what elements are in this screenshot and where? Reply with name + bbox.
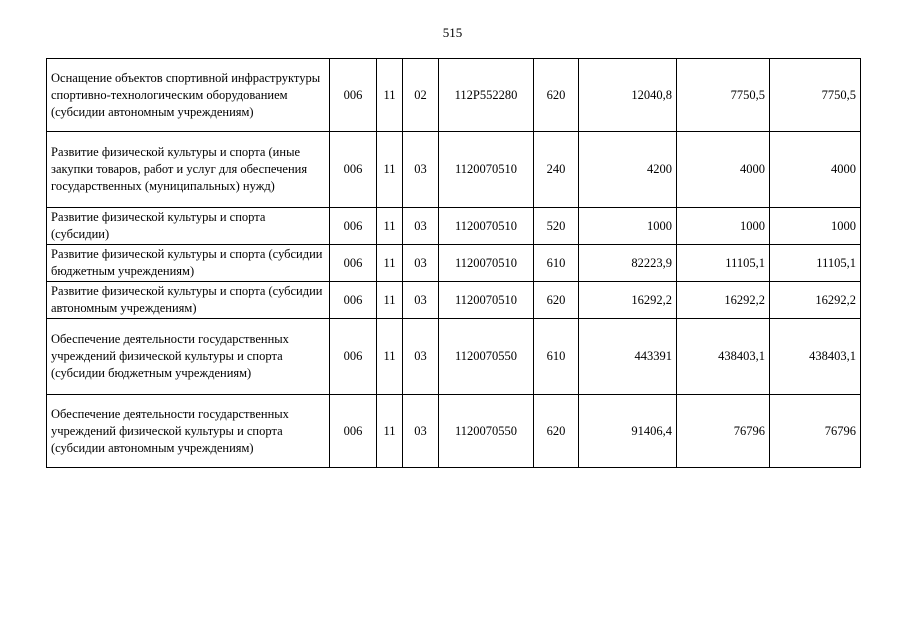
table-row [47,59,861,132]
row-name-cell: Развитие физической культуры и спорта (иные закупки товаров, работ и услуг для обеспечения государственных (муниципальных) нужд) [47,132,330,208]
target-article-cell: 112P552280 [439,59,534,132]
subsection-code-cell: 03 [403,319,439,395]
ministry-code-cell: 006 [330,319,377,395]
section-code-cell: 11 [377,319,403,395]
ministry-code-cell: 006 [330,282,377,319]
table-body [47,59,861,468]
amount-year-2-cell: 7750,5 [677,59,770,132]
section-code-cell: 11 [377,132,403,208]
amount-year-1-cell: 443391 [579,319,677,395]
amount-year-2-cell: 4000 [677,132,770,208]
ministry-code-cell: 006 [330,395,377,468]
subsection-code-cell: 03 [403,282,439,319]
budget-table [46,58,861,468]
amount-year-1-cell: 82223,9 [579,245,677,282]
amount-year-1-cell: 16292,2 [579,282,677,319]
amount-year-3-cell: 438403,1 [770,319,861,395]
amount-year-3-cell: 11105,1 [770,245,861,282]
row-name-cell: Развитие физической культуры и спорта (субсидии автономным учреждениям) [47,282,330,319]
amount-year-2-cell: 16292,2 [677,282,770,319]
amount-year-2-cell: 1000 [677,208,770,245]
ministry-code-cell: 006 [330,132,377,208]
expense-type-cell: 620 [534,59,579,132]
amount-year-3-cell: 7750,5 [770,59,861,132]
amount-year-1-cell: 4200 [579,132,677,208]
section-code-cell: 11 [377,245,403,282]
amount-year-1-cell: 1000 [579,208,677,245]
table-row [47,319,861,395]
table-row [47,395,861,468]
table-row [47,245,861,282]
expense-type-cell: 620 [534,282,579,319]
table-row [47,132,861,208]
amount-year-2-cell: 438403,1 [677,319,770,395]
table-row [47,208,861,245]
target-article-cell: 1120070510 [439,208,534,245]
expense-type-cell: 520 [534,208,579,245]
ministry-code-cell: 006 [330,245,377,282]
row-name-cell: Обеспечение деятельности государственных учреждений физической культуры и спорта (субсидии автономным учреждениям) [47,395,330,468]
amount-year-3-cell: 4000 [770,132,861,208]
row-name-cell: Развитие физической культуры и спорта (субсидии бюджетным учреждениям) [47,245,330,282]
target-article-cell: 1120070550 [439,319,534,395]
amount-year-3-cell: 76796 [770,395,861,468]
subsection-code-cell: 03 [403,208,439,245]
expense-type-cell: 620 [534,395,579,468]
amount-year-3-cell: 1000 [770,208,861,245]
subsection-code-cell: 02 [403,59,439,132]
expense-type-cell: 240 [534,132,579,208]
target-article-cell: 1120070510 [439,132,534,208]
section-code-cell: 11 [377,208,403,245]
table-row [47,282,861,319]
expense-type-cell: 610 [534,245,579,282]
row-name-cell: Развитие физической культуры и спорта (субсидии) [47,208,330,245]
amount-year-2-cell: 11105,1 [677,245,770,282]
row-name-cell: Оснащение объектов спортивной инфраструктуры спортивно-технологическим оборудованием (субсидии автономным учреждениям) [47,59,330,132]
target-article-cell: 1120070510 [439,245,534,282]
section-code-cell: 11 [377,395,403,468]
amount-year-1-cell: 91406,4 [579,395,677,468]
expense-type-cell: 610 [534,319,579,395]
section-code-cell: 11 [377,282,403,319]
page-number: 515 [442,25,463,40]
ministry-code-cell: 006 [330,59,377,132]
subsection-code-cell: 03 [403,245,439,282]
amount-year-3-cell: 16292,2 [770,282,861,319]
row-name-cell: Обеспечение деятельности государственных учреждений физической культуры и спорта (субсидии бюджетным учреждениям) [47,319,330,395]
amount-year-2-cell: 76796 [677,395,770,468]
target-article-cell: 1120070510 [439,282,534,319]
target-article-cell: 1120070550 [439,395,534,468]
subsection-code-cell: 03 [403,395,439,468]
subsection-code-cell: 03 [403,132,439,208]
section-code-cell: 11 [377,59,403,132]
ministry-code-cell: 006 [330,208,377,245]
amount-year-1-cell: 12040,8 [579,59,677,132]
